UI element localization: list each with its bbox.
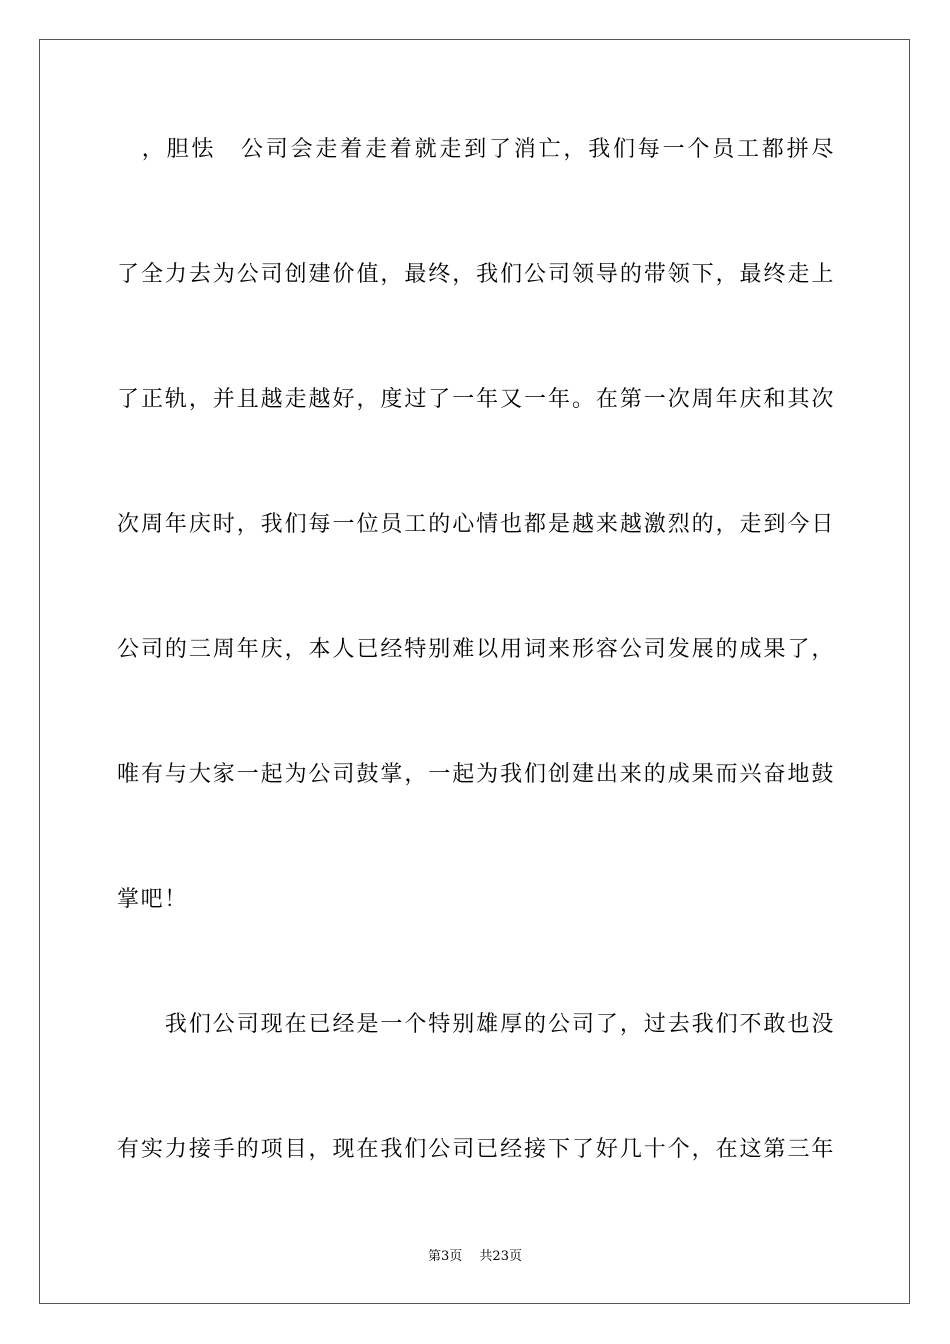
body-text-line: 了全力去为公司创建价值，最终，我们公司领导的带领下，最终走上 — [117, 262, 835, 287]
body-text-line: 我们公司现在已经是一个特别雄厚的公司了，过去我们不敢也没 — [117, 1012, 835, 1037]
page-number-footer: 第3页 共23页 — [428, 1249, 522, 1264]
page-border — [39, 39, 910, 1304]
body-text-line: 有实力接手的项目，现在我们公司已经接下了好几十个，在这第三年 — [117, 1137, 835, 1162]
body-text-line: 了正轨，并且越走越好，度过了一年又一年。在第一次周年庆和其次 — [117, 387, 835, 412]
body-text-line: 次周年庆时，我们每一位员工的心情也都是越来越激烈的，走到今日 — [117, 512, 835, 537]
body-text-line: ，胆怯 公司会走着走着就走到了消亡，我们每一个员工都拼尽 — [117, 137, 835, 162]
body-text-line: 公司的三周年庆，本人已经特别难以用词来形容公司发展的成果了， — [117, 637, 835, 662]
body-text-line: 唯有与大家一起为公司鼓掌，一起为我们创建出来的成果而兴奋地鼓 — [117, 762, 835, 787]
body-text-line: 掌吧！ — [117, 887, 188, 912]
